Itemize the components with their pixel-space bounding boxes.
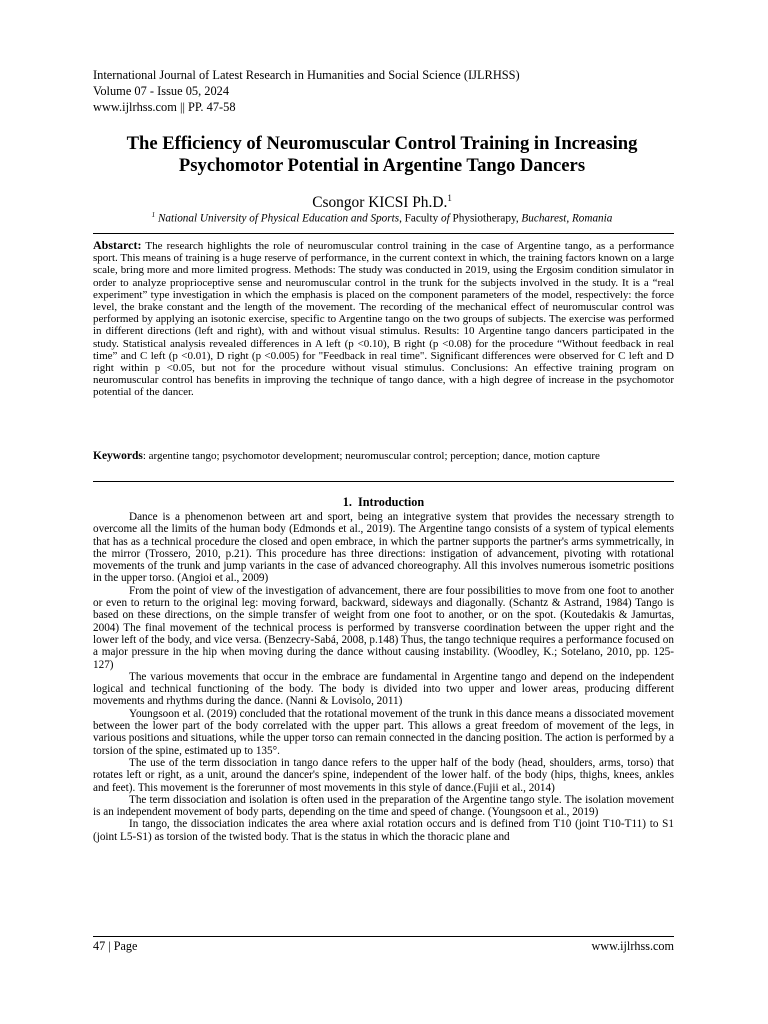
abstract-label: Abstarct: [93, 238, 142, 252]
paragraph: In tango, the dissociation indicates the area where axial rotation occurs and is defined from T10 (joint T10-T11) to S1 (joint L5-S1) as torsion of the twisted body. That is the status in which the thoracic plane and [93, 818, 674, 843]
affiliation-city: Bucharest, Romania [521, 212, 613, 225]
paragraph: The use of the term dissociation in tango dance refers to the upper half of the body (head, shoulders, arms, torso) that rotates left or right, as a unit, around the dancer's spine, independent of the lower half. of the body (hips, thighs, knees, ankles and feet). This movement is the forerunner of most movements in this style of dance.(Fujii et al., 2014) [93, 756, 674, 794]
journal-name: International Journal of Latest Research in Humanities and Social Science (IJLRHSS) [93, 68, 520, 82]
affiliation-separator-2: , [515, 212, 522, 225]
section-title-text: Introduction [358, 495, 425, 509]
journal-website-pages: www.ijlrhss.com || PP. 47-58 [93, 99, 236, 114]
abstract-text: The research highlights the role of neuromuscular control training in the case of Argentine tango, as a performance sport. This means of training is a huge reserve of performance, in the current context in which, the training factors known on a large scale, bring more and more limited progress. Methods: The study was conducted in 2019, using the Ergosim condition simulator in order to analyze proprioceptive sense and neuromuscular control in the trunk for the subjects involved in the study. It is a “real experiment” type investigation in which the emphasis is placed on the component parameters of the model, respectively: the force level, the brake constant and the length of the movement. The recording of the mechanical effect of neuromuscular control was performed by applying an isotonic exercise, specific to Argentine tango on the two groups of subjects. The exercise was performed in different directions (left and right), with and without visual stimulus. Results: 10 Argentine tango dancers participated in the study. Statistical analysis revealed differences in A left (p <0.10), B right (p <0.08) for the procedure “Without feedback in real time” and C left (p <0.01), D right (p <0.005) for "Feedback in real time". Significant differences were observed for C left and D right within p <0.05, but not for the procedure without visual stimulus. Conclusions: An effective training program on neuromuscular control has benefits in improving the technique of tango dance, with a high degree of increase in the psychomotor potential of the dancer. [93, 240, 674, 399]
keywords-label: Keywords [93, 450, 143, 462]
author-name: Csongor KICSI Ph.D. [312, 194, 448, 212]
paper-title-line-1: The Efficiency of Neuromuscular Control Training in Increasing [126, 133, 638, 154]
journal-header [93, 68, 520, 115]
paragraph: Dance is a phenomenon between art and sport, being an integrative system that provides the necessary strength to overcome all the limits of the human body (Edmonds et al., 2019). The Argentine tango consists of a system of typical elements that has as a technical procedure the closed and open embrace, in which the partner supports the partner's arms symmetrically, in the mirror (Trossero, 2010, p.21). This procedure has three directions: instigation of advancement, pivoting with rotational movements of the trunk and jump variants in the case of advanced choreography. All this involves numerous isometric positions in the upper torso. (Angioi et al., 2009) [93, 511, 674, 585]
footer-website: www.ijlrhss.com [591, 939, 674, 953]
introduction-body [93, 511, 674, 843]
page-number: 47 | Page [93, 939, 138, 953]
section-number: 1. [342, 495, 352, 509]
affiliation-of: of [441, 212, 450, 225]
keywords-text: : argentine tango; psychomotor development; neuromuscular control; perception; dance, motion capture [142, 450, 600, 462]
paragraph: Youngsoon et al. (2019) concluded that the rotational movement of the trunk in this dance means a dissociated movement between the lower part of the body correlated with the upper part. This allows a great freedom of movement of the legs, in various positions and situations, while the upper torso can remain connected in the dancing position. The action is performed by a torsion of the spine, estimated up to 135°. [93, 707, 674, 757]
affiliation-faculty-prefix: Faculty [404, 212, 442, 225]
footer-rule [93, 936, 674, 937]
affiliation-separator-1: , [399, 212, 405, 225]
section-heading [93, 495, 674, 509]
affiliation-university: National University of Physical Education and Sports [157, 212, 400, 225]
paper-title-line-2: Psychomotor Potential in Argentine Tango Dancers [178, 155, 586, 176]
paragraph: The term dissociation and isolation is often used in the preparation of the Argentine tango style. The isolation movement is an independent movement of body parts, depending on the time and speed of change. (Youngsoon et al., 2019) [93, 793, 674, 819]
abstract-bottom-rule [93, 481, 674, 482]
paper-title [60, 133, 704, 177]
author-affiliation-mark: 1 [447, 193, 452, 203]
affiliation-department: Physiotherapy [449, 212, 516, 225]
abstract-block [93, 239, 674, 399]
paragraph: From the point of view of the investigation of advancement, there are four possibilities to move from one foot to another or even to return to the original leg: moving forward, backward, sideways and diagonally. (Schantz & Astrand, 1984) Tango is based on these directions, on the simple transfer of weight from one foot to another, or on the spot. (Koutedakis & Jamurtas, 2004) The final movement of the technical process is performed by transverse coordination between the upper right and the lower left of the body, and vice versa. (Benzecry-Sabá, 2008, p.148) Thus, the tango technique requires a performance focused on a major pressure in the hip when moving during the dance without causing instability. (Woodley, K.; Sotelano, 2010, pp. 125-127) [93, 584, 674, 671]
affiliation-line [60, 208, 704, 226]
keywords-block [93, 450, 674, 463]
paragraph: The various movements that occur in the embrace are fundamental in Argentine tango and depend on the independent logical and technical functioning of the body. The body is divided into two upper and lower areas, producing different movements and rhythms during the dance. (Nanni & Lovisolo, 2011) [93, 670, 674, 708]
journal-volume: Volume 07 - Issue 05, 2024 [93, 83, 230, 98]
abstract-top-rule [93, 233, 674, 234]
affiliation-mark: 1 [151, 211, 156, 219]
